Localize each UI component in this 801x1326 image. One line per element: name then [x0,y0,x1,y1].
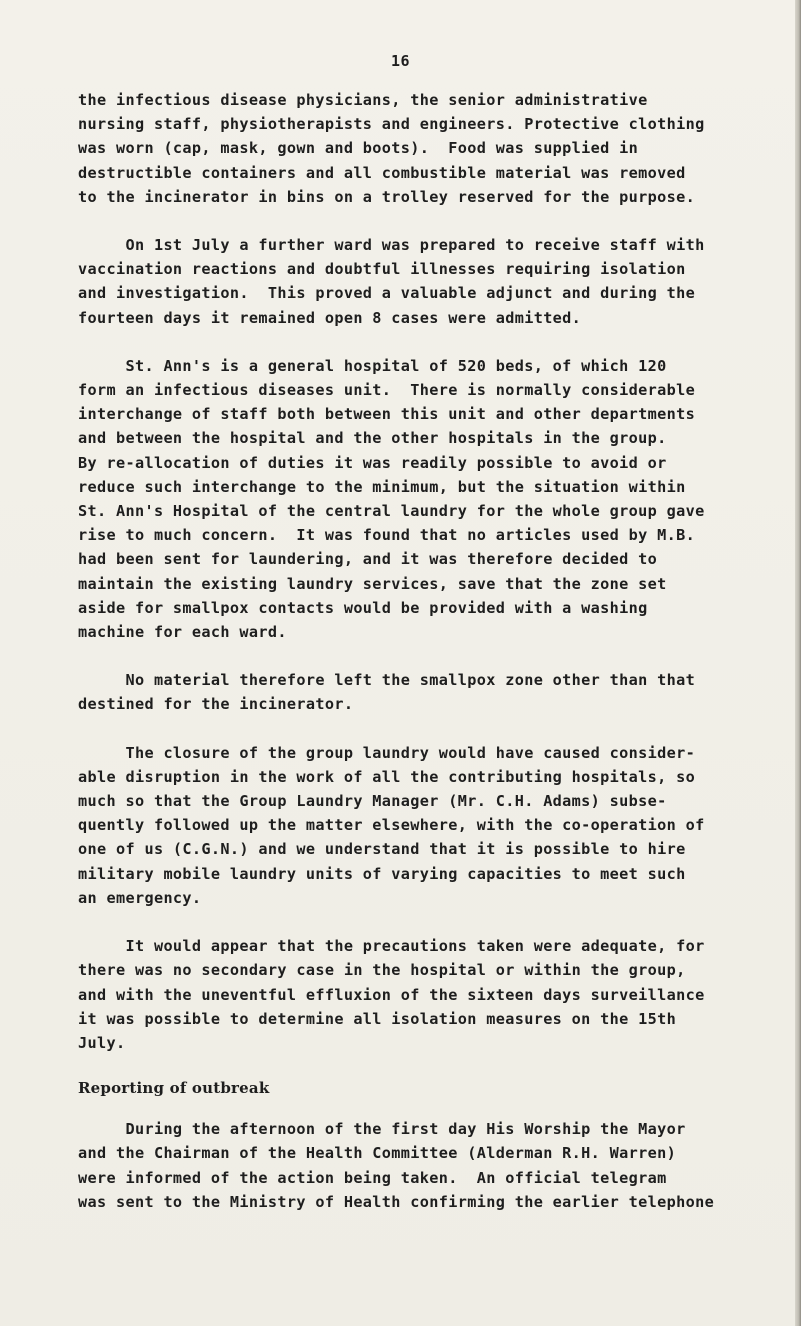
text-line: July. [78,1033,126,1052]
paragraph [78,668,738,716]
text-line: there was no secondary case in the hospital or within the group, [78,961,686,980]
text-line: During the afternoon of the first day His Worship the Mayor [78,1120,686,1139]
text-line: form an infectious diseases unit. There is normally considerable [78,381,696,400]
text-line: destructible containers and all combustible material was removed [78,163,686,182]
text-line: No material therefore left the smallpox zone other than that [78,671,696,690]
text-line: was worn (cap, mask, gown and boots). Food was supplied in [78,139,639,158]
text-line: aside for smallpox contacts would be provided with a washing [78,598,648,617]
text-line: and the Chairman of the Health Committee (Alderman R.H. Warren) [78,1144,677,1163]
text-line: military mobile laundry units of varying capacities to meet such [78,864,686,883]
text-line: maintain the existing laundry services, save that the zone set [78,574,667,593]
text-line: it was possible to determine all isolation measures on the 15th [78,1009,677,1028]
text-line: and investigation. This proved a valuable adjunct and during the [78,284,696,303]
text-line: to the incinerator in bins on a trolley reserved for the purpose. [78,187,696,206]
section-heading: Reporting of outbreak [78,1079,270,1098]
text-line: interchange of staff both between this unit and other departments [78,405,696,424]
text-line: and between the hospital and the other hospitals in the group. [78,429,667,448]
text-line: much so that the Group Laundry Manager (Mr. C.H. Adams) subse- [78,792,667,811]
text-line: nursing staff, physiotherapists and engineers. Protective clothing [78,115,705,134]
page-number: 16 [390,52,411,70]
text-line: an emergency. [78,888,202,907]
text-line: and with the uneventful effluxion of the sixteen days surveillance [78,985,705,1004]
text-line: was sent to the Ministry of Health confirming the earlier telephone [78,1192,715,1211]
paragraph [78,88,738,209]
paragraph-final [78,1117,738,1214]
text-line: St. Ann's Hospital of the central laundry for the whole group gave [78,502,705,521]
text-line: On 1st July a further ward was prepared to receive staff with [78,236,705,255]
text-line: vaccination reactions and doubtful illnesses requiring isolation [78,260,686,279]
paragraph [78,934,738,1055]
text-line: fourteen days it remained open 8 cases were admitted. [78,308,582,327]
text-line: one of us (C.G.N.) and we understand that it is possible to hire [78,840,686,859]
text-line: It would appear that the precautions taken were adequate, for [78,937,705,956]
paragraph [78,354,738,644]
text-line: rise to much concern. It was found that no articles used by M.B. [78,526,696,545]
text-line: were informed of the action being taken. An official telegram [78,1168,667,1187]
text-line: the infectious disease physicians, the senior administrative [78,91,648,109]
page-edge-shadow [795,0,801,1326]
text-line: reduce such interchange to the minimum, but the situation within [78,477,686,496]
page-content [78,88,738,1238]
text-line: St. Ann's is a general hospital of 520 beds, of which 120 [78,356,667,375]
text-line: quently followed up the matter elsewhere, with the co-operation of [78,816,705,835]
text-line: able disruption in the work of all the contributing hospitals, so [78,767,696,786]
paragraph [78,741,738,910]
text-line: destined for the incinerator. [78,695,354,714]
text-line: machine for each ward. [78,623,287,642]
text-line: had been sent for laundering, and it was therefore decided to [78,550,658,569]
text-line: By re-allocation of duties it was readily possible to avoid or [78,453,667,472]
paragraph [78,233,738,330]
text-line: The closure of the group laundry would have caused consider- [78,743,696,762]
